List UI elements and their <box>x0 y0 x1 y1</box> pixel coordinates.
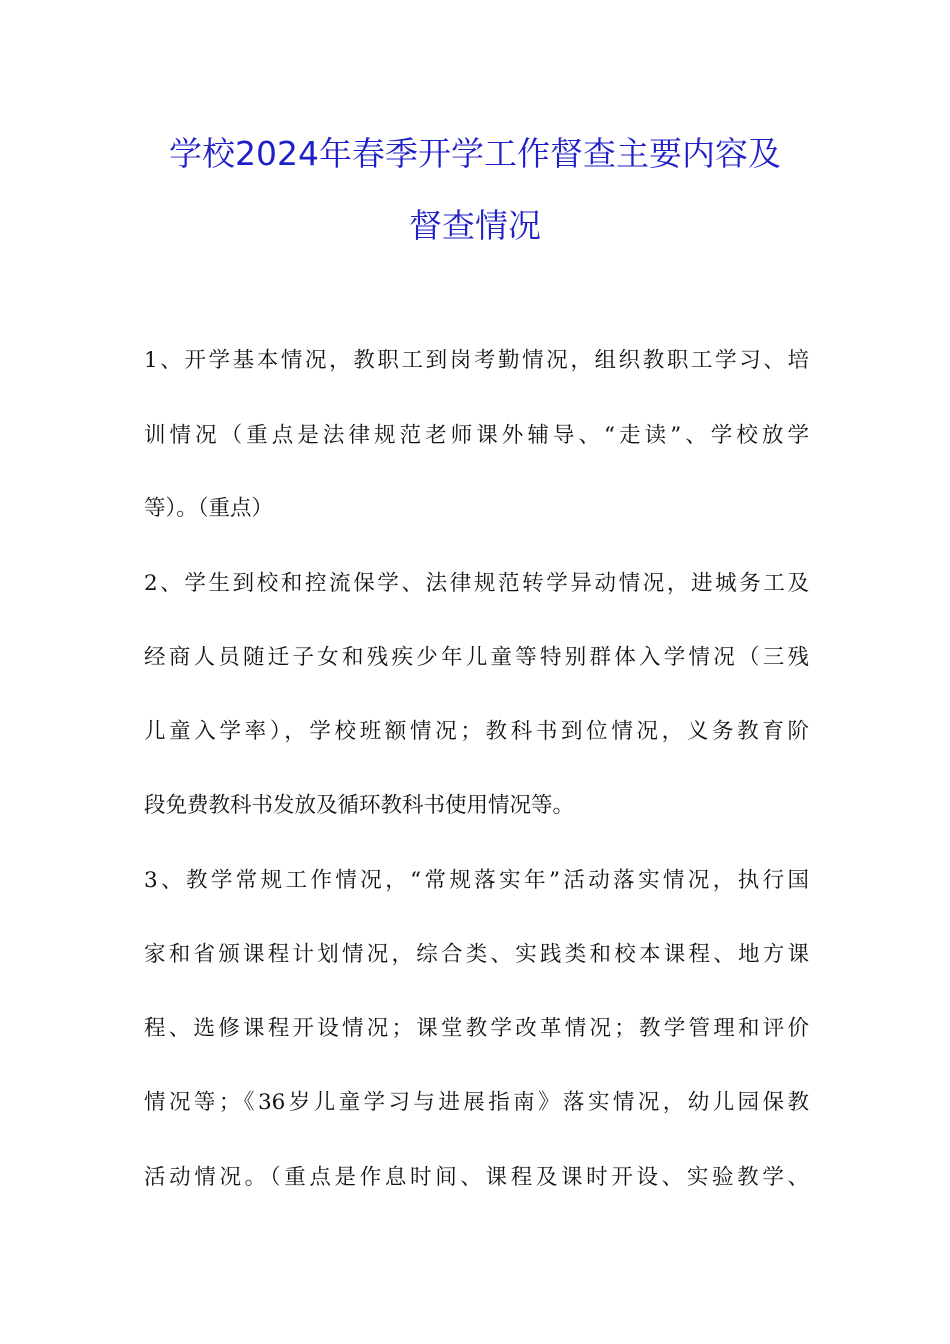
paragraph-2-line-4: 段免费教科书发放及循环教科书使用情况等。 <box>144 793 575 818</box>
paragraph-1-line-3: 等）。（重点） <box>144 496 274 521</box>
paragraph-2-line-1: 2、学生到校和控流保学、法律规范转学异动情况，进城务工及 <box>144 571 809 596</box>
paragraph-2-line-2: 经商人员随迁子女和残疾少年儿童等特别群体入学情况（三残 <box>144 645 809 670</box>
document-title-line-1: 学校2024年春季开学工作督查主要内容及 <box>169 134 781 173</box>
document-title-line-2: 督查情况 <box>409 206 541 245</box>
paragraph-2-line-3: 儿童入学率），学校班额情况；教科书到位情况，义务教育阶 <box>144 719 809 744</box>
paragraph-1-line-2: 训情况（重点是法律规范老师课外辅导、“走读”、学校放学 <box>144 423 809 448</box>
paragraph-3-line-1: 3、教学常规工作情况，“常规落实年”活动落实情况，执行国 <box>144 868 809 893</box>
paragraph-3-line-2: 家和省颁课程计划情况，综合类、实践类和校本课程、地方课 <box>144 942 809 967</box>
paragraph-1-line-1: 1、开学基本情况，教职工到岗考勤情况，组织教职工学习、培 <box>144 348 809 373</box>
paragraph-3-line-5: 活动情况。（重点是作息时间、课程及课时开设、实验教学、 <box>144 1165 809 1190</box>
paragraph-3-line-4: 情况等；《36岁儿童学习与进展指南》落实情况，幼儿园保教 <box>144 1090 809 1115</box>
paragraph-3-line-3: 程、选修课程开设情况；课堂教学改革情况；教学管理和评价 <box>144 1016 809 1041</box>
